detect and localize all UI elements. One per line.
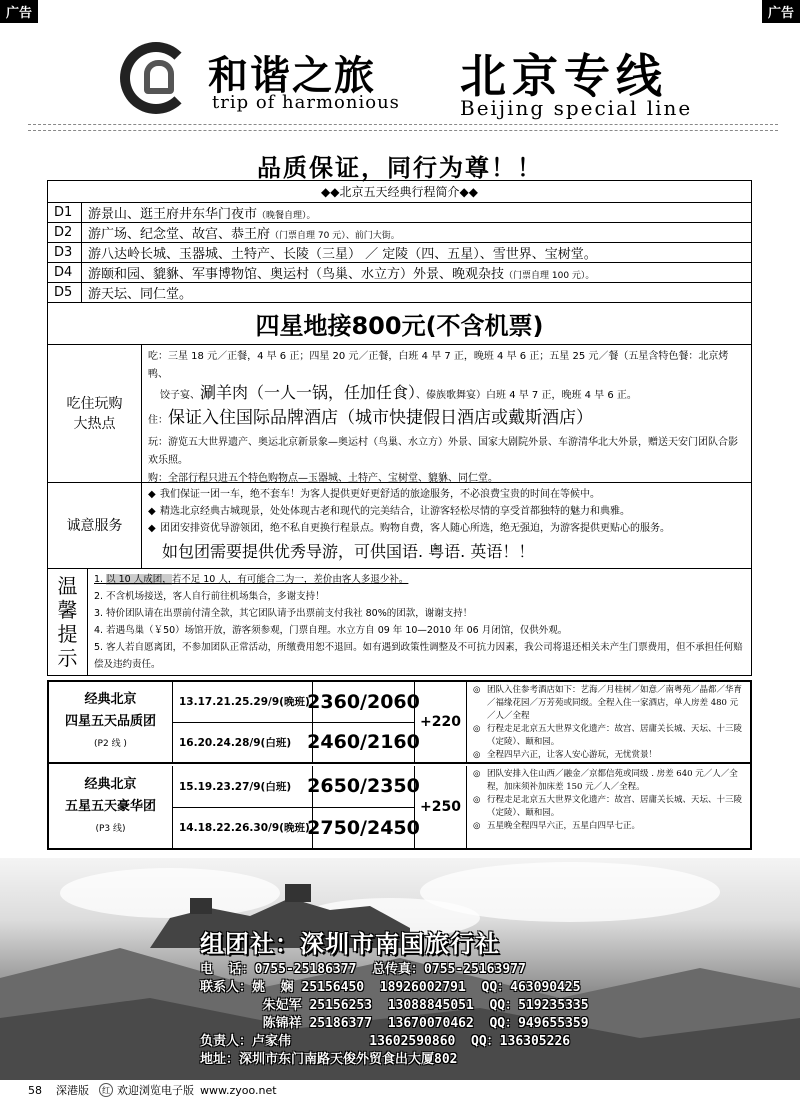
day-text: 游景山、逛王府井东华门夜市（晚餐自理）。 xyxy=(88,207,316,222)
agency-contact: 负责人：卢家伟 13602590860 QQ：136305226 xyxy=(200,1034,571,1049)
day-row xyxy=(48,283,751,303)
website-link[interactable]: www.zyoo.net xyxy=(200,1083,277,1097)
service-label: 诚意服务 xyxy=(48,483,142,568)
service-highlight: 如包团需要提供优秀导游，可供国语. 粤语. 英语！！ xyxy=(162,542,535,561)
shop-line: 购：全部行程只进五个特色购物点—玉器城、土特产、宝树堂、貔貅、同仁堂。 xyxy=(148,473,498,484)
circle-bullet-icon: ◎ xyxy=(473,795,481,805)
service-section xyxy=(48,483,751,569)
slogan: 品质保证，同行为尊！！ xyxy=(257,154,543,182)
tip-item: 2. 不含机场接送，客人自行前往机场集合，多谢支持！ xyxy=(94,591,325,602)
day-text: 游天坛、同仁堂。 xyxy=(88,287,193,302)
product-name: 经典北京 四星五天品质团 (P2 线 ) xyxy=(49,682,173,762)
play-line: 玩：游览五大世界遗产、奥运北京新景象—奥运村（鸟巢、水立方）外景、国家大剧院外景、车游清华北大外景，赠送天安门团队合影欢乐照。 xyxy=(148,437,738,466)
tips-label: 温 馨 提 示 xyxy=(48,569,88,675)
diamond-bullet-icon: ◆ xyxy=(148,506,156,517)
price-title: 四星地接800元(不含机票) xyxy=(48,303,751,345)
badge-icon: 红 xyxy=(99,1083,113,1097)
diamond-bullet-icon: ◆ xyxy=(148,489,156,500)
route-subtitle: Beijing special line xyxy=(460,96,693,120)
diamond-bullet-icon: ◆ xyxy=(148,523,156,534)
header xyxy=(110,38,710,118)
circle-bullet-icon: ◎ xyxy=(473,769,481,779)
brand-name: 和谐之旅 xyxy=(208,53,376,99)
itinerary-table xyxy=(47,180,752,676)
service-body xyxy=(142,483,751,568)
ad-label-left: 广告 xyxy=(0,0,38,23)
brand-logo-mark-icon xyxy=(144,60,174,94)
welcome-text: 欢迎浏览电子版 xyxy=(117,1084,194,1097)
product-row xyxy=(49,682,750,764)
service-item: ◆ 团团安排资优导游领团，绝不私自更换行程景点。购物自费，客人随心所选，绝无强迫，为游客提供更贴心的服务。 xyxy=(148,520,745,537)
circle-bullet-icon: ◎ xyxy=(473,750,481,760)
product-dates: 15.19.23.27/9(白班) 14.18.22.26.30/9(晚班) xyxy=(173,766,313,848)
product-dates: 13.17.21.25.29/9(晚班) 16.20.24.28/9(白班) xyxy=(173,682,313,762)
divider xyxy=(28,130,778,131)
tip-item: 3. 特价团队请在出票前付清全款，其它团队请予出票前支付我社 80%的团款，谢谢支持！ xyxy=(94,608,473,619)
edition: 深港版 xyxy=(56,1084,89,1097)
agency-contact: 朱妃军 25156253 13088845051 QQ：519235335 xyxy=(200,998,589,1013)
product-name: 经典北京 五星五天豪华团 (P3 线) xyxy=(49,766,173,848)
agency-contact: 联系人：姚 娴 25156450 18926002791 QQ：463090425 xyxy=(200,980,581,995)
agency-phone: 电 话：0755-25186377 总传真：0755-25163977 xyxy=(200,962,526,977)
day-row xyxy=(48,243,751,263)
tip-item: 4. 若遇鸟巢（￥50）场馆开放，游客须参观，门票自理。水立方自 09 年 10—2010 年 06 月闭馆，仅供外观。 xyxy=(94,625,568,636)
circle-bullet-icon: ◎ xyxy=(473,724,481,734)
footer xyxy=(0,1080,800,1100)
day-text: 游颐和园、貔貅、军事博物馆、奥运村（鸟巢、水立方）外景、晚观杂技（门票自理 100 元）。 xyxy=(88,267,595,282)
product-notes: ◎ 团队安排入住山西／融金／京都信苑或同级 . 房差 640 元／人／全程，加床须补加床差 150 元／人／全程。 ◎ 行程走足北京五大世界文化遗产：故宫、居庸关长城、天坛、十三陵（定陵）、颐和园。 ◎ 五星晚全程四早六正，五星白四早七正。 xyxy=(473,769,743,831)
day-row xyxy=(48,203,751,223)
tip-item: 1. 以 10 人成团，若不足 10 人，有可能合二为一，差价由客人多退少补。 xyxy=(94,574,409,585)
day-label: D3 xyxy=(48,243,82,262)
itinerary-title: ◆◆北京五天经典行程简介◆◆ xyxy=(48,181,751,203)
agency-address: 地址：深圳市东门南路天俊外贸食出大厦802 xyxy=(200,1052,458,1067)
day-label: D4 xyxy=(48,263,82,282)
day-text: 游八达岭长城、玉器城、土特产、长陵（三星） ／ 定陵（四、五星）、雪世界、宝树堂。 xyxy=(88,247,597,262)
day-text: 游广场、纪念堂、故宫、恭王府（门票自理 70 元）、前门大街。 xyxy=(88,227,400,242)
circle-bullet-icon: ◎ xyxy=(473,821,481,831)
circle-bullet-icon: ◎ xyxy=(473,685,481,695)
day-row xyxy=(48,263,751,283)
day-label: D5 xyxy=(48,283,82,302)
product-row xyxy=(49,766,750,848)
tip-item: 5. 客人若自愿离团，不参加团队正常活动，所缴费用恕不退回。如有遇到政策性调整及不可抗力因素，我公司将退还相关未产生门票费用，但不承担任何赔偿及违约责任。 xyxy=(94,642,743,670)
eat-line-2: 饺子宴、涮羊肉（一人一锅，任加任食）、傣族歌舞宴）白班 4 早 7 正，晚班 4 早 6 正。 xyxy=(160,383,637,402)
tips-body xyxy=(88,569,751,675)
eat-line: 吃：三星 18 元／正餐，4 早 6 正；四星 20 元／正餐，白班 4 早 7 正，晚班 4 早 6 正；五星 25 元／餐（五星含特色餐：北京烤鸭、 xyxy=(148,351,729,380)
food-body xyxy=(142,345,751,482)
agency-contact: 陈锦祥 25186377 13670070462 QQ：949655359 xyxy=(200,1016,589,1031)
divider xyxy=(28,124,778,125)
food-section xyxy=(48,345,751,483)
day-label: D2 xyxy=(48,223,82,242)
brand-subtitle: trip of harmonious xyxy=(212,92,400,113)
service-item: ◆ 精选北京经典古城现景，处处体现古老和现代的完美结合，让游客轻松尽情的享受首都独特的魅力和典雅。 xyxy=(148,503,745,520)
product-notes: ◎ 团队入住参考酒店如下：艺海／月桂树／如意／南粤苑／晶都／华育／福缘花园／万芳苑或同级。全程入住一家酒店，单人房差 480 元／人／全程 ◎ 行程走足北京五大世界文化遗产：故宫、居庸关长城、天坛、十三陵（定陵）、颐和园。 ◎ 全程四早六正，让客人安心游玩，无忧赏景！ xyxy=(473,685,743,760)
tips-section xyxy=(48,569,751,675)
page-number: 58 xyxy=(28,1083,42,1097)
service-item: ◆ 我们保证一团一车，绝不套车！为客人提供更好更舒适的旅途服务，不必浪费宝贵的时间在等候中。 xyxy=(148,486,745,503)
product-supplement: +220 xyxy=(415,682,467,762)
agency-name: 组团社：深圳市南国旅行社 xyxy=(200,930,500,958)
stay-line: 住：保证入住国际品牌酒店（城市快捷假日酒店或戴斯酒店） xyxy=(148,408,593,428)
product-supplement: +250 xyxy=(415,766,467,848)
day-label: D1 xyxy=(48,203,82,222)
food-label: 吃住玩购 大热点 xyxy=(48,345,142,482)
route-title: 北京专线 xyxy=(460,49,668,103)
ad-label-right: 广告 xyxy=(762,0,800,23)
day-row xyxy=(48,223,751,243)
product-prices: 2650/2350 2750/2450 xyxy=(313,766,415,848)
product-prices: 2360/2060 2460/2160 xyxy=(313,682,415,762)
price-table xyxy=(47,680,752,850)
